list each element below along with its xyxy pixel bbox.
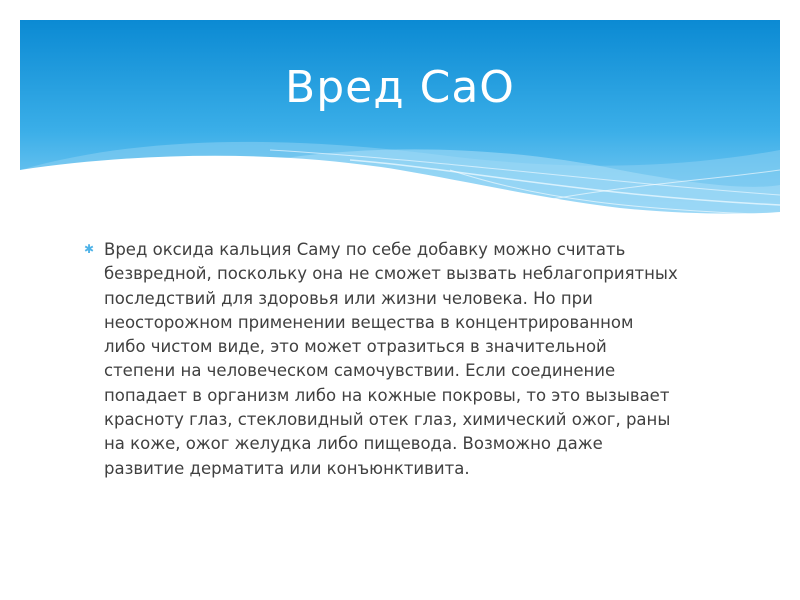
slide-content bbox=[84, 238, 724, 481]
bullet-item bbox=[84, 238, 724, 481]
slide-title: Вред CaO bbox=[285, 62, 515, 113]
header-wave-background bbox=[20, 20, 780, 220]
asterisk-bullet-icon: ✱ bbox=[84, 242, 95, 256]
bullet-text: Вред оксида кальция Саму по себе добавку можно считать безвредной, поскольку она не сможет вызвать неблагоприятных последствий для здоровья или жизни человека. Но при неосторожном применении вещества в концентрированном либо чистом виде, это может отразиться в значительной степени на человеческом самочувствии. Если соединение попадает в организм либо на кожные покровы, то это вызывает краснoту глаз, стекловидный отек глаз, химический ожог, раны на коже, ожог желудка либо пищевода. Возможно даже развитие дерматита или конъюнктивита. bbox=[104, 240, 678, 478]
wave-graphic bbox=[20, 20, 780, 220]
